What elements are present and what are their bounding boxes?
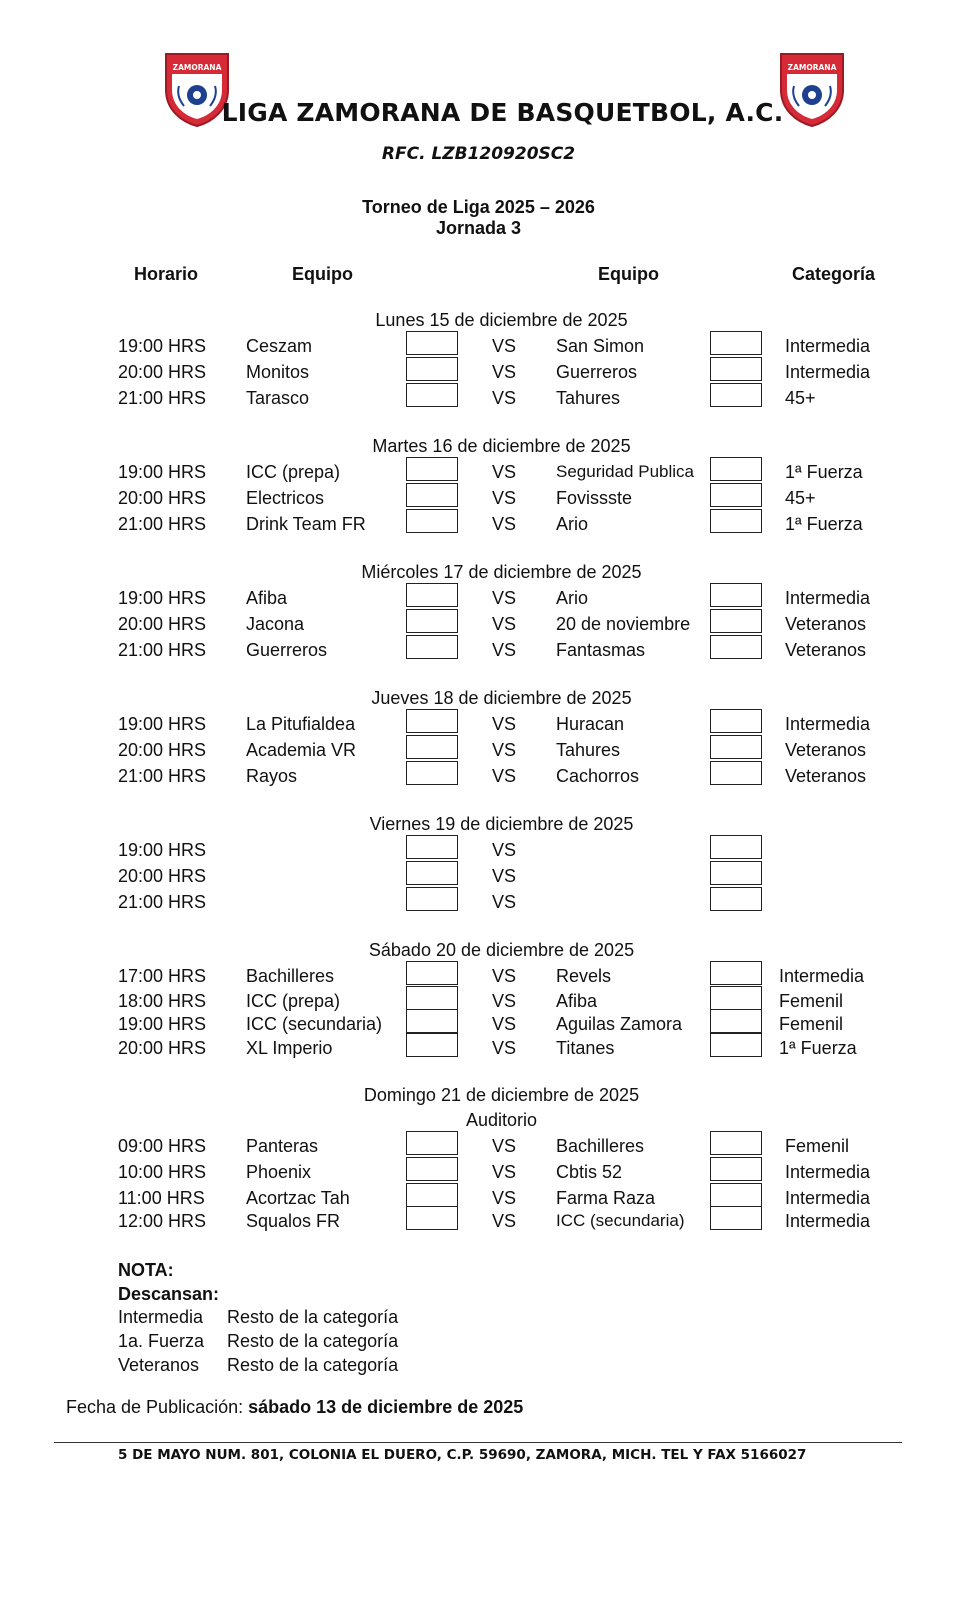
vs-label: VS xyxy=(492,640,517,660)
away-score-box xyxy=(710,1206,762,1230)
vs-label: VS xyxy=(492,1014,517,1034)
home-team: XL Imperio xyxy=(246,1038,333,1058)
match-category: Intermedia xyxy=(785,1162,871,1182)
vs-label: VS xyxy=(492,991,517,1011)
home-score-box xyxy=(406,887,458,911)
footer-divider xyxy=(54,1442,902,1443)
match-time: 20:00 HRS xyxy=(118,866,207,886)
home-score-box xyxy=(406,1206,458,1230)
home-score-box xyxy=(406,861,458,885)
home-score-box xyxy=(406,457,458,481)
match-time: 10:00 HRS xyxy=(118,1162,207,1182)
away-score-box xyxy=(710,583,762,607)
match-time: 11:00 HRS xyxy=(118,1188,205,1208)
home-score-box xyxy=(406,357,458,381)
match-time: 19:00 HRS xyxy=(118,462,207,482)
match-category: Femenil xyxy=(779,1014,844,1034)
away-team: Titanes xyxy=(556,1038,615,1058)
away-score-box xyxy=(710,609,762,633)
away-team: Huracan xyxy=(556,714,625,734)
vs-label: VS xyxy=(492,336,517,356)
league-title: LIGA ZAMORANA DE BASQUETBOL, A.C. xyxy=(221,98,784,127)
away-team: Tahures xyxy=(556,388,621,408)
day-heading: Lunes 15 de diciembre de 2025 xyxy=(375,310,628,330)
home-score-box xyxy=(406,986,458,1010)
match-category: Veteranos xyxy=(785,766,867,786)
day-heading: Domingo 21 de diciembre de 2025 xyxy=(363,1085,640,1105)
home-team: Rayos xyxy=(246,766,298,786)
match-category: Femenil xyxy=(785,1136,850,1156)
away-team: Revels xyxy=(556,966,612,986)
away-score-box xyxy=(710,986,762,1010)
home-score-box xyxy=(406,509,458,533)
match-time: 21:00 HRS xyxy=(118,640,207,660)
match-time: 20:00 HRS xyxy=(118,614,207,634)
day-venue: Auditorio xyxy=(465,1110,538,1130)
home-score-box xyxy=(406,1009,458,1033)
home-score-box xyxy=(406,635,458,659)
away-team: Aguilas Zamora xyxy=(556,1014,683,1034)
match-category: Veteranos xyxy=(785,740,867,760)
home-score-box xyxy=(406,583,458,607)
rest-category: Intermedia xyxy=(118,1307,204,1327)
match-category: Intermedia xyxy=(785,1188,871,1208)
home-score-box xyxy=(406,1033,458,1057)
match-time: 21:00 HRS xyxy=(118,514,207,534)
rest-teams: Resto de la categoría xyxy=(227,1355,399,1375)
vs-label: VS xyxy=(492,892,517,912)
match-time: 19:00 HRS xyxy=(118,1014,207,1034)
vs-label: VS xyxy=(492,588,517,608)
vs-label: VS xyxy=(492,1188,517,1208)
away-score-box xyxy=(710,483,762,507)
home-score-box xyxy=(406,1157,458,1181)
vs-label: VS xyxy=(492,766,517,786)
match-time: 21:00 HRS xyxy=(118,766,207,786)
day-heading: Martes 16 de diciembre de 2025 xyxy=(372,436,631,456)
publication-line xyxy=(66,1397,523,1418)
match-category: Intermedia xyxy=(779,966,865,986)
away-score-box xyxy=(710,761,762,785)
home-score-box xyxy=(406,709,458,733)
match-time: 21:00 HRS xyxy=(118,388,207,408)
away-team: Bachilleres xyxy=(556,1136,645,1156)
match-category: Veteranos xyxy=(785,640,867,660)
column-header-time: Horario xyxy=(134,264,199,284)
away-score-box xyxy=(710,961,762,985)
away-team: ICC (secundaria) xyxy=(556,1211,685,1230)
away-score-box xyxy=(710,509,762,533)
note-label: NOTA: xyxy=(118,1260,174,1280)
match-category: Intermedia xyxy=(785,336,871,356)
away-team: Tahures xyxy=(556,740,621,760)
vs-label: VS xyxy=(492,866,517,886)
match-category: 1ª Fuerza xyxy=(779,1038,857,1058)
vs-label: VS xyxy=(492,1136,517,1156)
home-team: ICC (prepa) xyxy=(246,991,341,1011)
vs-label: VS xyxy=(492,740,517,760)
match-time: 20:00 HRS xyxy=(118,362,207,382)
away-team: San Simon xyxy=(556,336,645,356)
match-category: 1ª Fuerza xyxy=(785,462,863,482)
match-category: Intermedia xyxy=(785,714,871,734)
vs-label: VS xyxy=(492,1211,517,1231)
rest-teams: Resto de la categoría xyxy=(227,1331,399,1351)
rest-category: 1a. Fuerza xyxy=(118,1331,205,1351)
home-team: Academia VR xyxy=(246,740,357,760)
away-score-box xyxy=(710,1157,762,1181)
match-time: 09:00 HRS xyxy=(118,1136,207,1156)
vs-label: VS xyxy=(492,462,517,482)
away-team: Ario xyxy=(556,588,589,608)
footer-address: 5 DE MAYO NUM. 801, COLONIA EL DUERO, C.P. 59690, ZAMORA, MICH. TEL Y FAX 5166027 xyxy=(118,1447,807,1463)
home-team: Acortzac Tah xyxy=(246,1188,350,1208)
away-team: Ario xyxy=(556,514,589,534)
away-team: Cbtis 52 xyxy=(556,1162,623,1182)
away-team: Seguridad Publica xyxy=(556,462,694,481)
home-score-box xyxy=(406,1131,458,1155)
vs-label: VS xyxy=(492,362,517,382)
match-category: Veteranos xyxy=(785,614,867,634)
match-category: Intermedia xyxy=(785,362,871,382)
vs-label: VS xyxy=(492,966,517,986)
away-score-box xyxy=(710,887,762,911)
rfc-number: RFC. LZB120920SC2 xyxy=(381,144,576,164)
day-heading: Miércoles 17 de diciembre de 2025 xyxy=(361,562,642,582)
home-score-box xyxy=(406,609,458,633)
home-score-box xyxy=(406,483,458,507)
home-score-box xyxy=(406,835,458,859)
away-team: Farma Raza xyxy=(556,1188,656,1208)
home-team: Electricos xyxy=(246,488,325,508)
match-time: 12:00 HRS xyxy=(118,1211,207,1231)
match-time: 19:00 HRS xyxy=(118,714,207,734)
match-category: Intermedia xyxy=(785,588,871,608)
match-time: 21:00 HRS xyxy=(118,892,207,912)
away-team: Cachorros xyxy=(556,766,640,786)
home-team: La Pitufialdea xyxy=(246,714,356,734)
match-time: 19:00 HRS xyxy=(118,336,207,356)
match-time: 20:00 HRS xyxy=(118,740,207,760)
away-score-box xyxy=(710,457,762,481)
home-score-box xyxy=(406,331,458,355)
match-category: 45+ xyxy=(785,488,816,508)
away-score-box xyxy=(710,331,762,355)
column-header-team-a: Equipo xyxy=(292,264,353,284)
away-score-box xyxy=(710,635,762,659)
publication-date: sábado 13 de diciembre de 2025 xyxy=(248,1397,524,1417)
match-time: 20:00 HRS xyxy=(118,488,207,508)
home-team: Guerreros xyxy=(246,640,328,660)
vs-label: VS xyxy=(492,1038,517,1058)
rest-teams: Resto de la categoría xyxy=(227,1307,399,1327)
home-team: Phoenix xyxy=(246,1162,312,1182)
match-time: 19:00 HRS xyxy=(118,840,207,860)
match-time: 18:00 HRS xyxy=(118,991,207,1011)
vs-label: VS xyxy=(492,614,517,634)
round-title: Jornada 3 xyxy=(435,218,522,238)
logo-text: ZAMORANA xyxy=(787,63,837,72)
home-team: ICC (prepa) xyxy=(246,462,341,482)
column-header-category: Categoría xyxy=(792,264,876,284)
publication-label: Fecha de Publicación: xyxy=(66,1397,244,1417)
away-score-box xyxy=(710,383,762,407)
away-team: Afiba xyxy=(556,991,598,1011)
away-score-box xyxy=(710,861,762,885)
rest-category: Veteranos xyxy=(118,1355,200,1375)
day-heading: Viernes 19 de diciembre de 2025 xyxy=(369,814,634,834)
home-score-box xyxy=(406,735,458,759)
match-category: 45+ xyxy=(785,388,816,408)
home-score-box xyxy=(406,1183,458,1207)
home-team: Afiba xyxy=(246,588,288,608)
home-team: Squalos FR xyxy=(246,1211,341,1231)
vs-label: VS xyxy=(492,388,517,408)
match-time: 20:00 HRS xyxy=(118,1038,207,1058)
rest-label: Descansan: xyxy=(118,1284,220,1304)
away-team: 20 de noviembre xyxy=(556,614,691,634)
home-team: Drink Team FR xyxy=(246,514,366,534)
away-score-box xyxy=(710,835,762,859)
home-team: Monitos xyxy=(246,362,310,382)
away-score-box xyxy=(710,735,762,759)
match-time: 19:00 HRS xyxy=(118,588,207,608)
home-team: Tarasco xyxy=(246,388,310,408)
match-time: 17:00 HRS xyxy=(118,966,207,986)
vs-label: VS xyxy=(492,1162,517,1182)
match-category: 1ª Fuerza xyxy=(785,514,863,534)
logo-text: ZAMORANA xyxy=(172,63,222,72)
away-team: Fovissste xyxy=(556,488,633,508)
away-score-box xyxy=(710,1183,762,1207)
home-team: Jacona xyxy=(246,614,305,634)
home-score-box xyxy=(406,761,458,785)
tournament-title: Torneo de Liga 2025 – 2026 xyxy=(362,197,595,217)
match-category: Intermedia xyxy=(785,1211,871,1231)
match-category: Femenil xyxy=(779,991,844,1011)
away-score-box xyxy=(710,357,762,381)
away-score-box xyxy=(710,709,762,733)
away-score-box xyxy=(710,1131,762,1155)
day-heading: Jueves 18 de diciembre de 2025 xyxy=(371,688,632,708)
home-score-box xyxy=(406,961,458,985)
away-team: Guerreros xyxy=(556,362,638,382)
day-heading: Sábado 20 de diciembre de 2025 xyxy=(368,940,635,960)
away-score-box xyxy=(710,1009,762,1033)
home-team: Ceszam xyxy=(246,336,313,356)
away-score-box xyxy=(710,1033,762,1057)
column-header-team-b: Equipo xyxy=(598,264,659,284)
vs-label: VS xyxy=(492,488,517,508)
vs-label: VS xyxy=(492,840,517,860)
home-score-box xyxy=(406,383,458,407)
home-team: ICC (secundaria) xyxy=(246,1014,383,1034)
away-team: Fantasmas xyxy=(556,640,646,660)
vs-label: VS xyxy=(492,514,517,534)
vs-label: VS xyxy=(492,714,517,734)
home-team: Panteras xyxy=(246,1136,319,1156)
home-team: Bachilleres xyxy=(246,966,335,986)
